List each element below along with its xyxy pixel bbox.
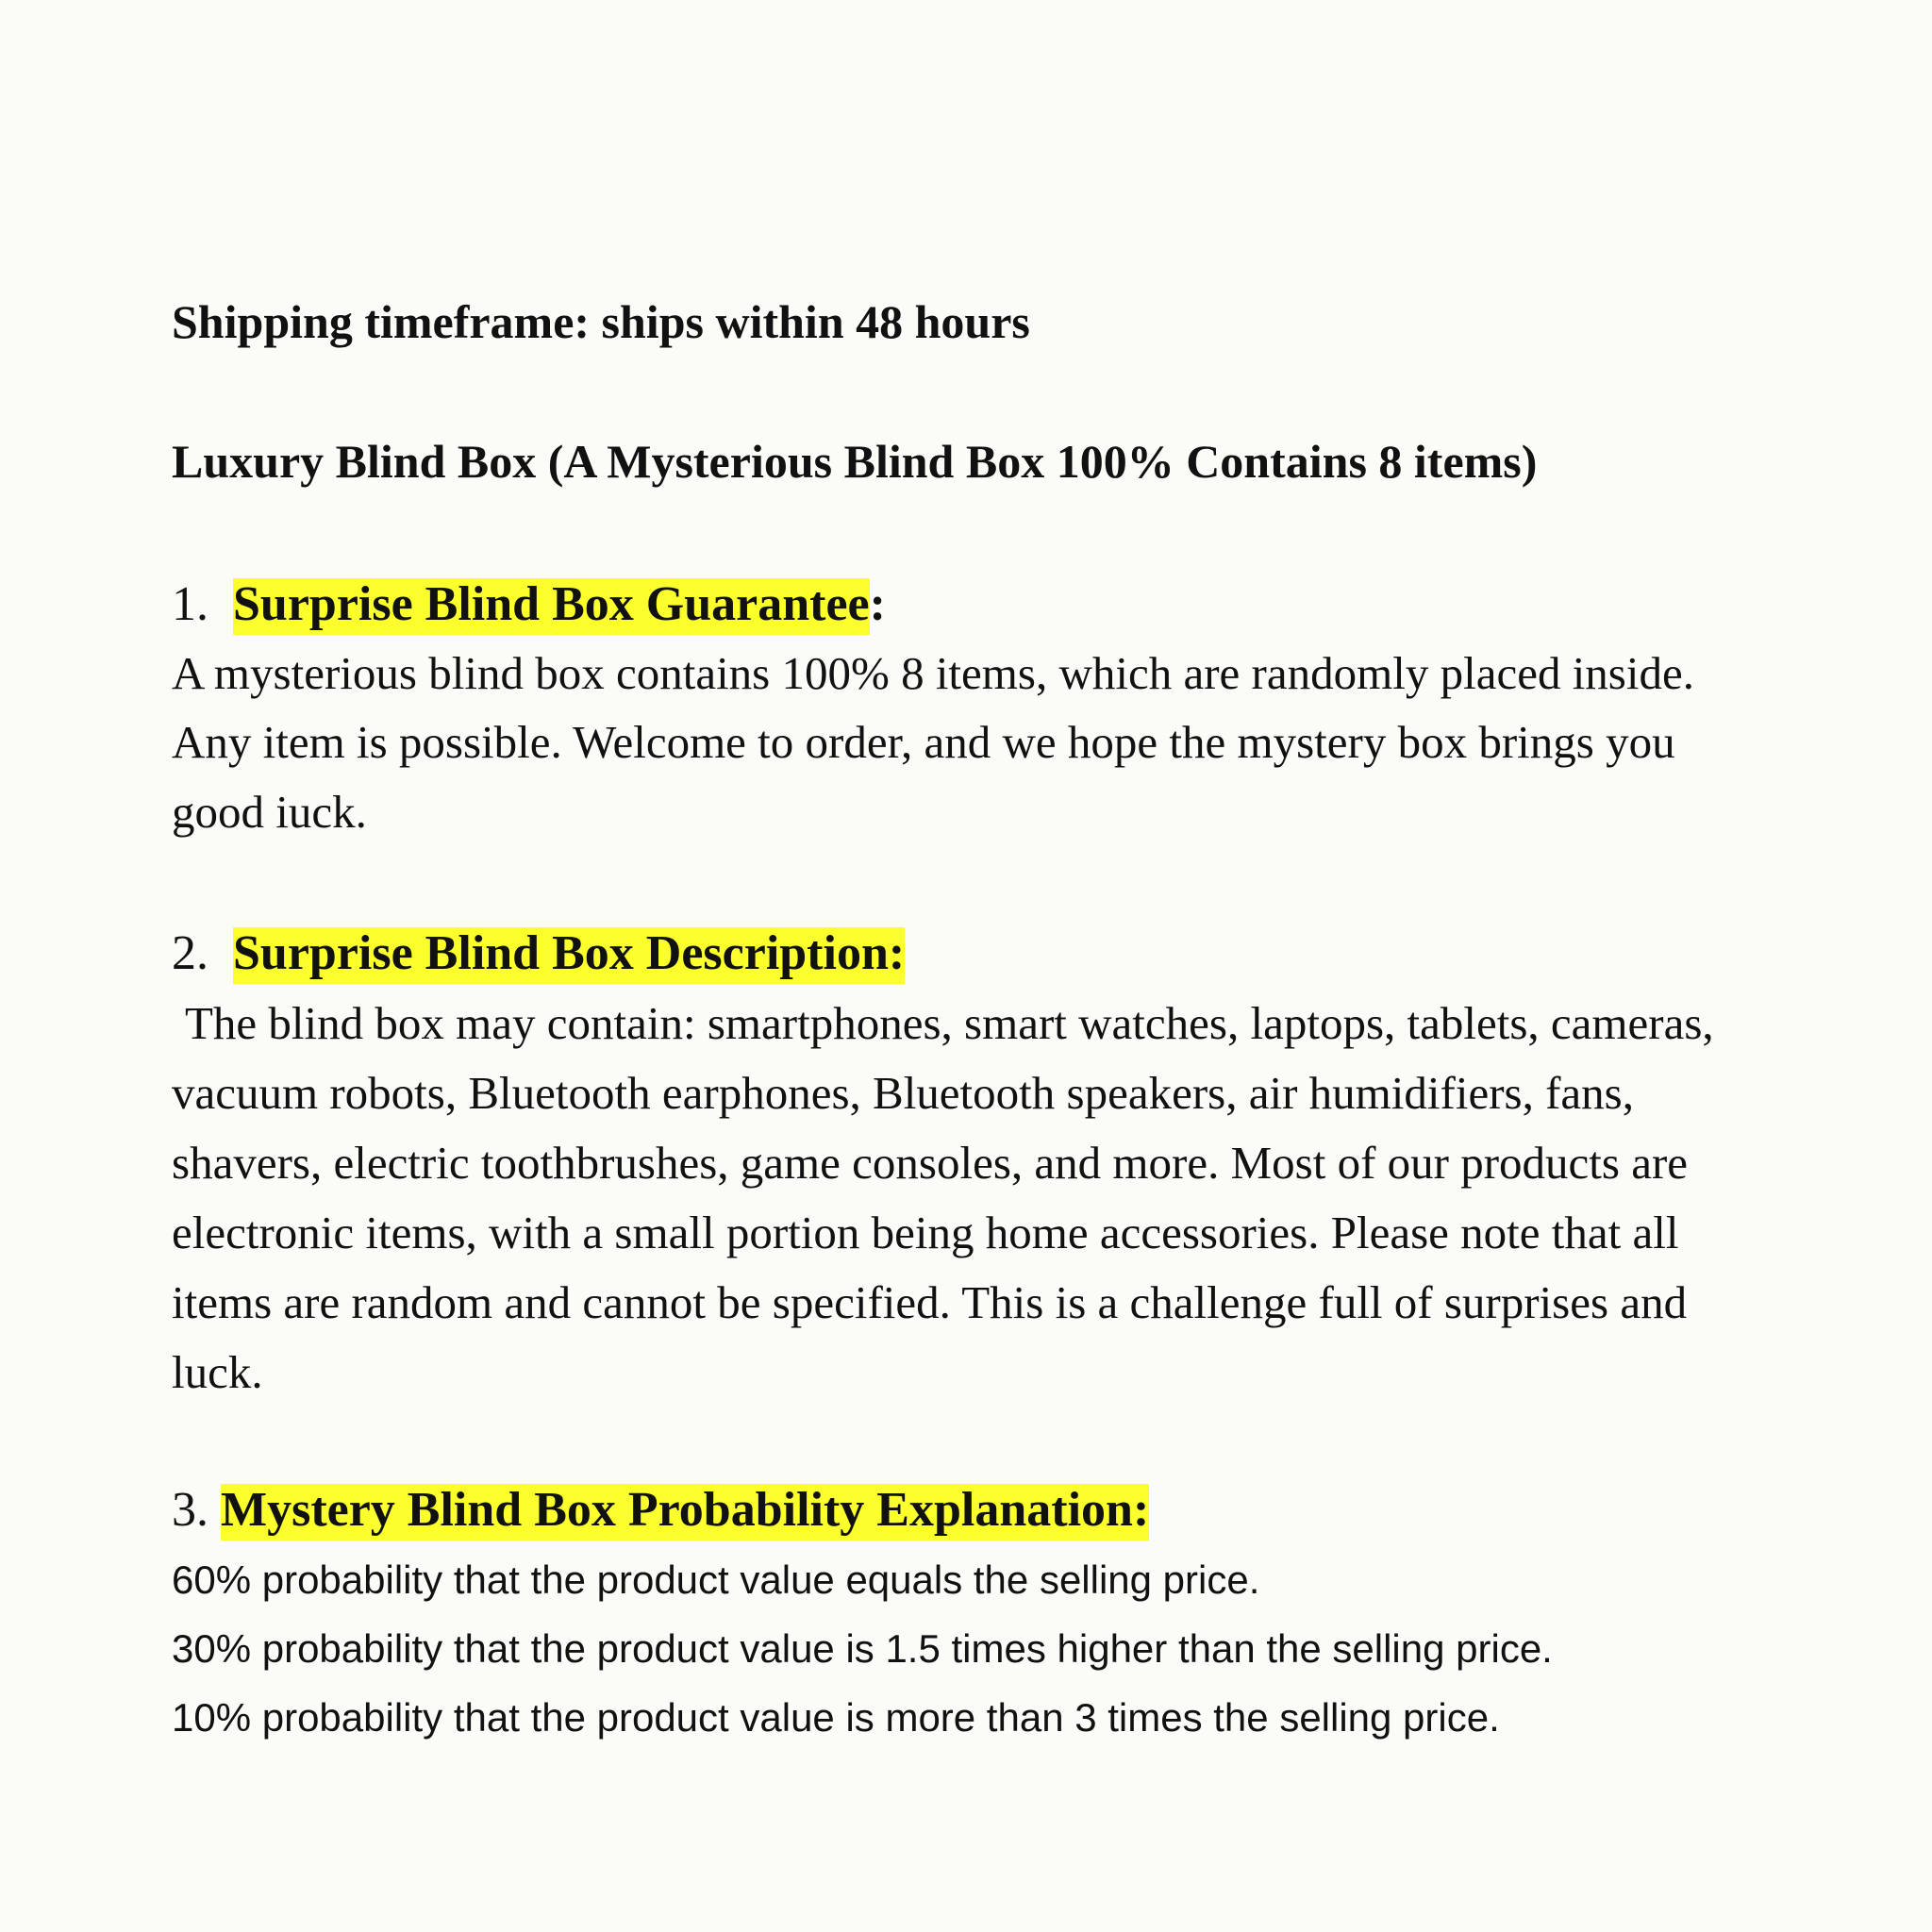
section-2-line-1: The blind box may contain: smartphones, smart watches, laptops, tablets, cameras, xyxy=(185,997,1714,1049)
section-2-line-2: vacuum robots, Bluetooth earphones, Bluetooth speakers, air humidifiers, fans, xyxy=(172,1067,1634,1119)
section-3-highlight: Mystery Blind Box Probability Explanation: xyxy=(221,1484,1149,1541)
section-2-line-5: items are random and cannot be specified. This is a challenge full of surprises and xyxy=(172,1276,1688,1328)
section-1-highlight: Surprise Blind Box Guarantee xyxy=(233,578,870,635)
section-2-highlight: Surprise Blind Box Description: xyxy=(233,927,905,984)
section-3-heading xyxy=(172,1484,1149,1541)
section-1-number: 1. xyxy=(172,577,208,631)
section-2-line-4: electronic items, with a small portion being home accessories. Please note that all xyxy=(172,1207,1679,1258)
probability-line-3: 10% probability that the product value is more than 3 times the selling price. xyxy=(172,1695,1500,1740)
section-2-heading xyxy=(172,927,905,984)
section-3-number: 3. xyxy=(172,1483,208,1537)
section-1-line-3: good iuck. xyxy=(172,786,367,838)
section-1-colon: : xyxy=(869,577,886,631)
section-2-number: 2. xyxy=(172,926,208,980)
section-1-line-1: A mysterious blind box contains 100% 8 items, which are randomly placed inside. xyxy=(172,647,1694,699)
section-2-line-3: shavers, electric toothbrushes, game consoles, and more. Most of our products are xyxy=(172,1137,1689,1189)
section-2-line-6: luck. xyxy=(172,1346,263,1398)
probability-line-1: 60% probability that the product value equals the selling price. xyxy=(172,1557,1260,1602)
shipping-timeframe: Shipping timeframe: ships within 48 hours xyxy=(172,295,1030,348)
section-1-line-2: Any item is possible. Welcome to order, and we hope the mystery box brings you xyxy=(172,716,1675,768)
probability-line-2: 30% probability that the product value is 1.5 times higher than the selling price. xyxy=(172,1626,1553,1671)
product-title: Luxury Blind Box (A Mysterious Blind Box 100% Contains 8 items) xyxy=(172,435,1538,488)
section-1-heading xyxy=(172,578,886,635)
